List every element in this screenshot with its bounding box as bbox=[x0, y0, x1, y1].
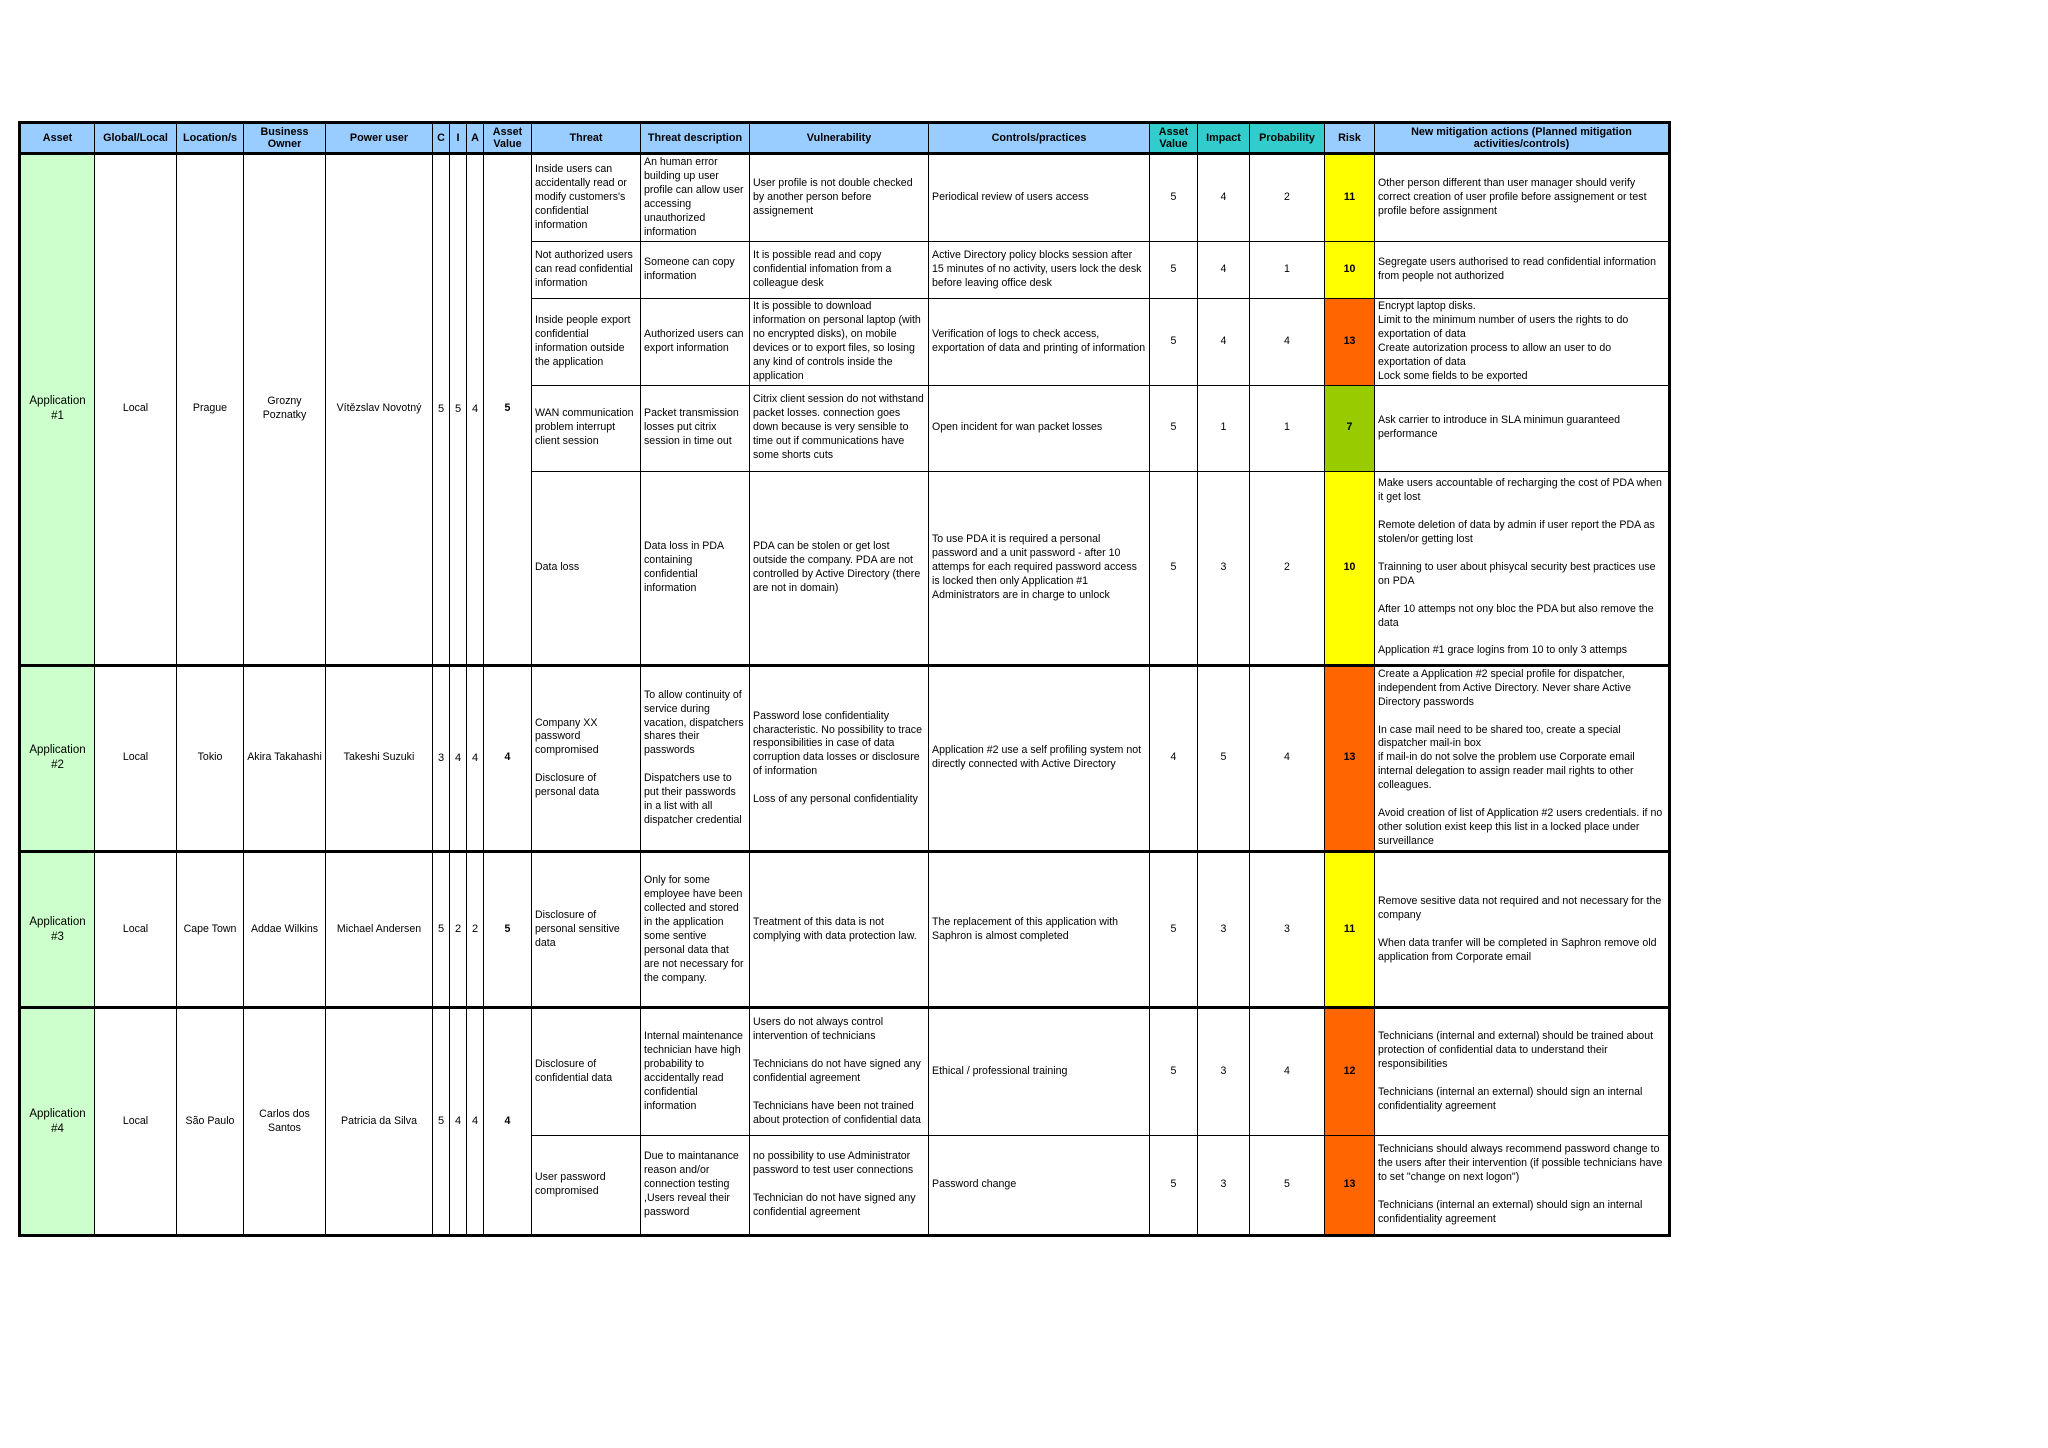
col-asset-value: Asset Value bbox=[484, 123, 532, 154]
threat-asset-value-cell: 5 bbox=[1150, 154, 1198, 242]
i-value-cell: 5 bbox=[450, 154, 467, 666]
business-owner-cell: Grozny Poznatky bbox=[244, 154, 326, 666]
risk-cell: 7 bbox=[1325, 385, 1375, 471]
table-row bbox=[20, 852, 1670, 1008]
risk-cell: 13 bbox=[1325, 298, 1375, 385]
col-locations: Location/s bbox=[177, 123, 244, 154]
asset-name: Application #2 bbox=[20, 665, 95, 852]
location-cell: Prague bbox=[177, 154, 244, 666]
risk-cell: 13 bbox=[1325, 1136, 1375, 1236]
controls-cell: The replacement of this application with Saphron is almost completed bbox=[929, 852, 1150, 1008]
business-owner-cell: Addae Wilkins bbox=[244, 852, 326, 1008]
mitigation-cell: Technicians (internal and external) should be trained about protection of confidential data to understand their responsibilities Technicians (internal an external) should sign an internal confidentiality agreement bbox=[1375, 1008, 1670, 1136]
threat-cell: WAN communication problem interrupt client session bbox=[532, 385, 641, 471]
threat-asset-value-cell: 4 bbox=[1150, 665, 1198, 852]
a-value-cell: 4 bbox=[467, 154, 484, 666]
impact-cell: 4 bbox=[1198, 154, 1250, 242]
table-row bbox=[20, 154, 1670, 242]
power-user-cell: Patricia da Silva bbox=[326, 1008, 433, 1236]
asset-name: Application #3 bbox=[20, 852, 95, 1008]
risk-cell: 12 bbox=[1325, 1008, 1375, 1136]
threat-cell: Not authorized users can read confidential information bbox=[532, 241, 641, 298]
col-impact: Impact bbox=[1198, 123, 1250, 154]
location-cell: Cape Town bbox=[177, 852, 244, 1008]
impact-cell: 4 bbox=[1198, 241, 1250, 298]
controls-cell: Active Directory policy blocks session after 15 minutes of no activity, users lock the desk before leaving office desk bbox=[929, 241, 1150, 298]
threat-description-cell: Packet transmission losses put citrix session in time out bbox=[641, 385, 750, 471]
mitigation-cell: Ask carrier to introduce in SLA minimun guaranteed performance bbox=[1375, 385, 1670, 471]
col-mitigation: New mitigation actions (Planned mitigation activities/controls) bbox=[1375, 123, 1670, 154]
impact-cell: 5 bbox=[1198, 665, 1250, 852]
controls-cell: Periodical review of users access bbox=[929, 154, 1150, 242]
threat-description-cell: An human error building up user profile can allow user accessing unauthorized information bbox=[641, 154, 750, 242]
probability-cell: 4 bbox=[1250, 665, 1325, 852]
business-owner-cell: Carlos dos Santos bbox=[244, 1008, 326, 1236]
table-row bbox=[20, 665, 1670, 852]
probability-cell: 3 bbox=[1250, 852, 1325, 1008]
vulnerability-cell: Password lose confidentiality characteristic. No possibility to trace responsibilities in case of data corruption data losses or disclosure of information Loss of any personal confidentiality bbox=[750, 665, 929, 852]
col-probability: Probability bbox=[1250, 123, 1325, 154]
controls-cell: Open incident for wan packet losses bbox=[929, 385, 1150, 471]
threat-cell: Data loss bbox=[532, 471, 641, 665]
threat-cell: Company XX password compromised Disclosure of personal data bbox=[532, 665, 641, 852]
mitigation-cell: Create a Application #2 special profile for dispatcher, independent from Active Directory. Never share Active Directory passwords In case mail need to be shared too, create a special dispatcher mail-in box if mail-in do not solve the problem use Corporate email internal delegation to assign reader mail rights to other colleagues. Avoid creation of list of Application #2 users credentials. if no other solution exist keep this list in a locked place under surveillance bbox=[1375, 665, 1670, 852]
threat-asset-value-cell: 5 bbox=[1150, 1136, 1198, 1236]
threat-cell: Disclosure of personal sensitive data bbox=[532, 852, 641, 1008]
col-i: I bbox=[450, 123, 467, 154]
risk-cell: 11 bbox=[1325, 154, 1375, 242]
threat-description-cell: Internal maintenance technician have high probability to accidentally read confidential information bbox=[641, 1008, 750, 1136]
vulnerability-cell: Citrix client session do not withstand packet losses. connection goes down because is very sensible to time out if communications have some shorts cuts bbox=[750, 385, 929, 471]
risk-cell: 10 bbox=[1325, 471, 1375, 665]
controls-cell: Ethical / professional training bbox=[929, 1008, 1150, 1136]
risk-matrix-body bbox=[20, 154, 1670, 1236]
col-c: C bbox=[433, 123, 450, 154]
impact-cell: 3 bbox=[1198, 852, 1250, 1008]
col-power-user: Power user bbox=[326, 123, 433, 154]
power-user-cell: Vítězslav Novotný bbox=[326, 154, 433, 666]
probability-cell: 5 bbox=[1250, 1136, 1325, 1236]
controls-cell: To use PDA it is required a personal password and a unit password - after 10 attemps for each required password access is locked then only Application #1 Administrators are in charge to unlock bbox=[929, 471, 1150, 665]
col-global-local: Global/Local bbox=[95, 123, 177, 154]
controls-cell: Password change bbox=[929, 1136, 1150, 1236]
mitigation-cell: Segregate users authorised to read confidential information from people not authorized bbox=[1375, 241, 1670, 298]
controls-cell: Verification of logs to check access, exportation of data and printing of information bbox=[929, 298, 1150, 385]
c-value-cell: 5 bbox=[433, 154, 450, 666]
mitigation-cell: Remove sesitive data not required and not necessary for the company When data tranfer will be completed in Saphron remove old application from Corporate email bbox=[1375, 852, 1670, 1008]
mitigation-cell: Make users accountable of recharging the cost of PDA when it get lost Remote deletion of data by admin if user report the PDA as stolen/or getting lost Trainning to user about phisycal security best practices use on PDA After 10 attemps not ony bloc the PDA but also remove the data Application #1 grace logins from 10 to only 3 attemps bbox=[1375, 471, 1670, 665]
col-business-owner: Business Owner bbox=[244, 123, 326, 154]
threat-asset-value-cell: 5 bbox=[1150, 1008, 1198, 1136]
threat-cell: Disclosure of confidential data bbox=[532, 1008, 641, 1136]
asset-value-cell: 4 bbox=[484, 665, 532, 852]
asset-value-cell: 5 bbox=[484, 154, 532, 666]
threat-description-cell: Authorized users can export information bbox=[641, 298, 750, 385]
table-row bbox=[20, 1008, 1670, 1136]
asset-value-cell: 4 bbox=[484, 1008, 532, 1236]
vulnerability-cell: PDA can be stolen or get lost outside the company. PDA are not controlled by Active Directory (there are not in domain) bbox=[750, 471, 929, 665]
col-a: A bbox=[467, 123, 484, 154]
threat-asset-value-cell: 5 bbox=[1150, 241, 1198, 298]
global-local-cell: Local bbox=[95, 1008, 177, 1236]
global-local-cell: Local bbox=[95, 154, 177, 666]
a-value-cell: 4 bbox=[467, 1008, 484, 1236]
global-local-cell: Local bbox=[95, 665, 177, 852]
i-value-cell: 4 bbox=[450, 1008, 467, 1236]
location-cell: São Paulo bbox=[177, 1008, 244, 1236]
probability-cell: 1 bbox=[1250, 385, 1325, 471]
a-value-cell: 2 bbox=[467, 852, 484, 1008]
a-value-cell: 4 bbox=[467, 665, 484, 852]
col-asset-value-2: Asset Value bbox=[1150, 123, 1198, 154]
threat-description-cell: Someone can copy information bbox=[641, 241, 750, 298]
impact-cell: 4 bbox=[1198, 298, 1250, 385]
probability-cell: 4 bbox=[1250, 1008, 1325, 1136]
vulnerability-cell: It is possible read and copy confidential infomation from a colleague desk bbox=[750, 241, 929, 298]
vulnerability-cell: User profile is not double checked by another person before assignement bbox=[750, 154, 929, 242]
probability-cell: 2 bbox=[1250, 471, 1325, 665]
vulnerability-cell: Users do not always control intervention of technicians Technicians do not have signed any confidential agreement Technicians have been not trained about protection of confidential data bbox=[750, 1008, 929, 1136]
header-row bbox=[20, 123, 1670, 154]
risk-cell: 13 bbox=[1325, 665, 1375, 852]
vulnerability-cell: Treatment of this data is not complying with data protection law. bbox=[750, 852, 929, 1008]
mitigation-cell: Encrypt laptop disks. Limit to the minimum number of users the rights to do exportation of data Create autorization process to allow an user to do exportation of data Lock some fields to be exported bbox=[1375, 298, 1670, 385]
vulnerability-cell: It is possible to download information on personal laptop (with no encrypted disks), on mobile devices or to export files, so losing any kind of controls inside the application bbox=[750, 298, 929, 385]
probability-cell: 1 bbox=[1250, 241, 1325, 298]
threat-description-cell: Only for some employee have been collected and stored in the application some sentive personal data that are not necessary for the company. bbox=[641, 852, 750, 1008]
threat-asset-value-cell: 5 bbox=[1150, 471, 1198, 665]
impact-cell: 3 bbox=[1198, 1136, 1250, 1236]
risk-matrix-table bbox=[18, 121, 1671, 1237]
risk-cell: 11 bbox=[1325, 852, 1375, 1008]
threat-cell: Inside people export confidential information outside the application bbox=[532, 298, 641, 385]
threat-asset-value-cell: 5 bbox=[1150, 385, 1198, 471]
col-threat: Threat bbox=[532, 123, 641, 154]
business-owner-cell: Akira Takahashi bbox=[244, 665, 326, 852]
impact-cell: 3 bbox=[1198, 471, 1250, 665]
asset-value-cell: 5 bbox=[484, 852, 532, 1008]
threat-description-cell: To allow continuity of service during vacation, dispatchers shares their passwords Dispatchers use to put their passwords in a list with all dispatcher credential bbox=[641, 665, 750, 852]
col-vulnerability: Vulnerability bbox=[750, 123, 929, 154]
threat-asset-value-cell: 5 bbox=[1150, 852, 1198, 1008]
probability-cell: 4 bbox=[1250, 298, 1325, 385]
global-local-cell: Local bbox=[95, 852, 177, 1008]
asset-name: Application #4 bbox=[20, 1008, 95, 1236]
i-value-cell: 2 bbox=[450, 852, 467, 1008]
threat-description-cell: Data loss in PDA containing confidential information bbox=[641, 471, 750, 665]
col-risk: Risk bbox=[1325, 123, 1375, 154]
col-controls: Controls/practices bbox=[929, 123, 1150, 154]
risk-cell: 10 bbox=[1325, 241, 1375, 298]
controls-cell: Application #2 use a self profiling system not directly connected with Active Directory bbox=[929, 665, 1150, 852]
power-user-cell: Michael Andersen bbox=[326, 852, 433, 1008]
location-cell: Tokio bbox=[177, 665, 244, 852]
asset-name: Application #1 bbox=[20, 154, 95, 666]
probability-cell: 2 bbox=[1250, 154, 1325, 242]
impact-cell: 3 bbox=[1198, 1008, 1250, 1136]
power-user-cell: Takeshi Suzuki bbox=[326, 665, 433, 852]
i-value-cell: 4 bbox=[450, 665, 467, 852]
col-asset: Asset bbox=[20, 123, 95, 154]
mitigation-cell: Other person different than user manager should verify correct creation of user profile before assignement or test profile before assignment bbox=[1375, 154, 1670, 242]
vulnerability-cell: no possibility to use Administrator password to test user connections Technician do not have signed any confidential agreement bbox=[750, 1136, 929, 1236]
c-value-cell: 5 bbox=[433, 852, 450, 1008]
threat-cell: Inside users can accidentally read or modify customers's confidential information bbox=[532, 154, 641, 242]
col-threat-description: Threat description bbox=[641, 123, 750, 154]
impact-cell: 1 bbox=[1198, 385, 1250, 471]
mitigation-cell: Technicians should always recommend password change to the users after their intervention (if possible technicians have to set "change on next logon") Technicians (internal an external) should sign an internal confidentiality agreement bbox=[1375, 1136, 1670, 1236]
c-value-cell: 5 bbox=[433, 1008, 450, 1236]
c-value-cell: 3 bbox=[433, 665, 450, 852]
threat-asset-value-cell: 5 bbox=[1150, 298, 1198, 385]
threat-description-cell: Due to maintanance reason and/or connection testing ,Users reveal their password bbox=[641, 1136, 750, 1236]
threat-cell: User password compromised bbox=[532, 1136, 641, 1236]
